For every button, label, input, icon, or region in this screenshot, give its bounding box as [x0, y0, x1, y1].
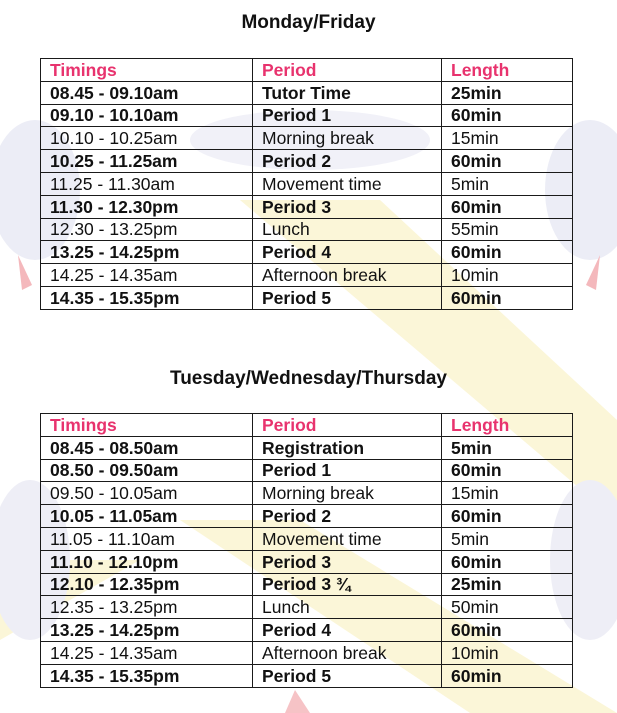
period-cell: Registration [253, 436, 442, 459]
time-cell: 14.35 - 15.35pm [41, 664, 253, 687]
time-cell: 12.30 - 13.25pm [41, 218, 253, 241]
length-cell: 60min [442, 195, 573, 218]
table-row [41, 81, 573, 104]
length-cell: 60min [442, 150, 573, 173]
table-row [41, 150, 573, 173]
length-cell: 15min [442, 127, 573, 150]
table-row [41, 264, 573, 287]
time-cell: 10.05 - 11.05am [41, 505, 253, 528]
schedule-title-tue-wed-thu: Tuesday/Wednesday/Thursday [170, 368, 447, 389]
table-row [41, 459, 573, 482]
period-cell: Movement time [253, 527, 442, 550]
table-row [41, 596, 573, 619]
time-cell: 09.50 - 10.05am [41, 482, 253, 505]
column-header-period: Period [253, 59, 442, 82]
table-row [41, 573, 573, 596]
column-header-length: Length [442, 59, 573, 82]
table-row [41, 527, 573, 550]
time-cell: 10.10 - 10.25am [41, 127, 253, 150]
length-cell: 60min [442, 505, 573, 528]
timetable-tue-wed-thu [40, 413, 573, 688]
table-row [41, 104, 573, 127]
length-cell: 50min [442, 596, 573, 619]
table-row [41, 286, 573, 309]
period-cell: Tutor Time [253, 81, 442, 104]
period-cell: Period 3 [253, 195, 442, 218]
time-cell: 12.10 - 12.35pm [41, 573, 253, 596]
period-cell: Period 2 [253, 505, 442, 528]
period-cell: Period 3 ¾ [253, 573, 442, 596]
schedule-title-monday-friday: Monday/Friday [241, 12, 376, 33]
table-row [41, 172, 573, 195]
period-cell: Morning break [253, 127, 442, 150]
column-header-period: Period [253, 414, 442, 437]
table-row [41, 505, 573, 528]
period-cell: Period 5 [253, 286, 442, 309]
length-cell: 5min [442, 172, 573, 195]
length-cell: 15min [442, 482, 573, 505]
length-cell: 60min [442, 104, 573, 127]
time-cell: 14.35 - 15.35pm [41, 286, 253, 309]
time-cell: 10.25 - 11.25am [41, 150, 253, 173]
time-cell: 14.25 - 14.35am [41, 641, 253, 664]
period-cell: Morning break [253, 482, 442, 505]
time-cell: 08.50 - 09.50am [41, 459, 253, 482]
length-cell: 60min [442, 241, 573, 264]
period-cell: Period 5 [253, 664, 442, 687]
table-header-row [41, 59, 573, 82]
column-header-timings: Timings [41, 59, 253, 82]
table-row [41, 241, 573, 264]
column-header-timings: Timings [41, 414, 253, 437]
time-cell: 08.45 - 09.10am [41, 81, 253, 104]
time-cell: 11.30 - 12.30pm [41, 195, 253, 218]
table-row [41, 482, 573, 505]
length-cell: 60min [442, 550, 573, 573]
length-cell: 60min [442, 286, 573, 309]
column-header-length: Length [442, 414, 573, 437]
length-cell: 25min [442, 573, 573, 596]
length-cell: 10min [442, 264, 573, 287]
length-cell: 60min [442, 619, 573, 642]
time-cell: 13.25 - 14.25pm [41, 241, 253, 264]
table-row [41, 619, 573, 642]
time-cell: 14.25 - 14.35am [41, 264, 253, 287]
period-cell: Afternoon break [253, 264, 442, 287]
length-cell: 25min [442, 81, 573, 104]
period-cell: Period 1 [253, 104, 442, 127]
period-cell: Movement time [253, 172, 442, 195]
time-cell: 13.25 - 14.25pm [41, 619, 253, 642]
length-cell: 10min [442, 641, 573, 664]
period-cell: Period 4 [253, 619, 442, 642]
length-cell: 60min [442, 664, 573, 687]
time-cell: 09.10 - 10.10am [41, 104, 253, 127]
period-cell: Period 3 [253, 550, 442, 573]
table-header-row [41, 414, 573, 437]
time-cell: 11.05 - 11.10am [41, 527, 253, 550]
table-row [41, 195, 573, 218]
length-cell: 55min [442, 218, 573, 241]
length-cell: 60min [442, 459, 573, 482]
period-cell: Lunch [253, 596, 442, 619]
time-cell: 08.45 - 08.50am [41, 436, 253, 459]
period-cell: Period 4 [253, 241, 442, 264]
table-row [41, 218, 573, 241]
time-cell: 11.10 - 12.10pm [41, 550, 253, 573]
table-row [41, 641, 573, 664]
length-cell: 5min [442, 436, 573, 459]
period-cell: Lunch [253, 218, 442, 241]
length-cell: 5min [442, 527, 573, 550]
table-row [41, 664, 573, 687]
time-cell: 12.35 - 13.25pm [41, 596, 253, 619]
period-cell: Period 2 [253, 150, 442, 173]
period-cell: Period 1 [253, 459, 442, 482]
time-cell: 11.25 - 11.30am [41, 172, 253, 195]
table-row [41, 436, 573, 459]
period-cell: Afternoon break [253, 641, 442, 664]
table-row [41, 550, 573, 573]
table-row [41, 127, 573, 150]
timetable-monday-friday [40, 58, 573, 310]
